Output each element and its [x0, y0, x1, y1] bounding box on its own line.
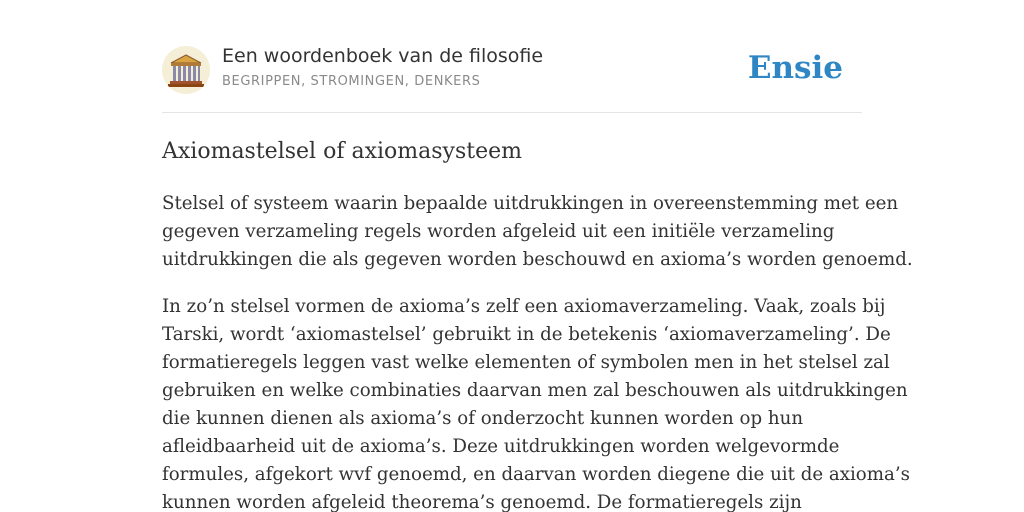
site-header: [162, 0, 862, 113]
site-subtitle: BEGRIPPEN, STROMINGEN, DENKERS: [222, 74, 481, 89]
text-line: formules, afgekort wvf genoemd, en daarvan worden diegene die uit de axioma’s: [162, 464, 910, 485]
text-line: Tarski, wordt ‘axiomastelsel’ gebruikt in de betekenis ‘axiomaverzameling’. De: [162, 324, 891, 345]
article-title: Axiomastelsel of axiomasysteem: [162, 139, 522, 164]
page: [162, 0, 913, 512]
text-line: uitdrukkingen die als gegeven worden beschouwd en axioma’s worden genoemd.: [162, 249, 913, 270]
brand-logo-link[interactable]: Ensie: [747, 50, 843, 86]
text-line: formatieregels leggen vast welke elementen of symbolen men in het stelsel zal: [162, 352, 890, 373]
temple-icon[interactable]: [162, 46, 210, 94]
text-line: afleidbaarheid uit de axioma’s. Deze uitdrukkingen worden welgevormde: [162, 436, 840, 457]
article-paragraph-1: [162, 190, 913, 274]
text-line: Stelsel of systeem waarin bepaalde uitdrukkingen in overeenstemming met een: [162, 193, 899, 214]
site-title[interactable]: Een woordenboek van de filosofie: [222, 45, 544, 67]
article-paragraph-2: [162, 293, 910, 512]
text-line: In zo’n stelsel vormen de axioma’s zelf een axiomaverzameling. Vaak, zoals bij: [162, 296, 886, 317]
text-line: die kunnen dienen als axioma’s of onderzocht kunnen worden op hun: [162, 408, 804, 429]
text-line: gegeven verzameling regels worden afgeleid uit een initiële verzameling: [162, 221, 835, 242]
text-line: gebruiken en welke combinaties daarvan men zal beschouwen als uitdrukkingen: [162, 380, 908, 401]
text-line: kunnen worden afgeleid theorema’s genoemd. De formatieregels zijn: [162, 492, 802, 512]
